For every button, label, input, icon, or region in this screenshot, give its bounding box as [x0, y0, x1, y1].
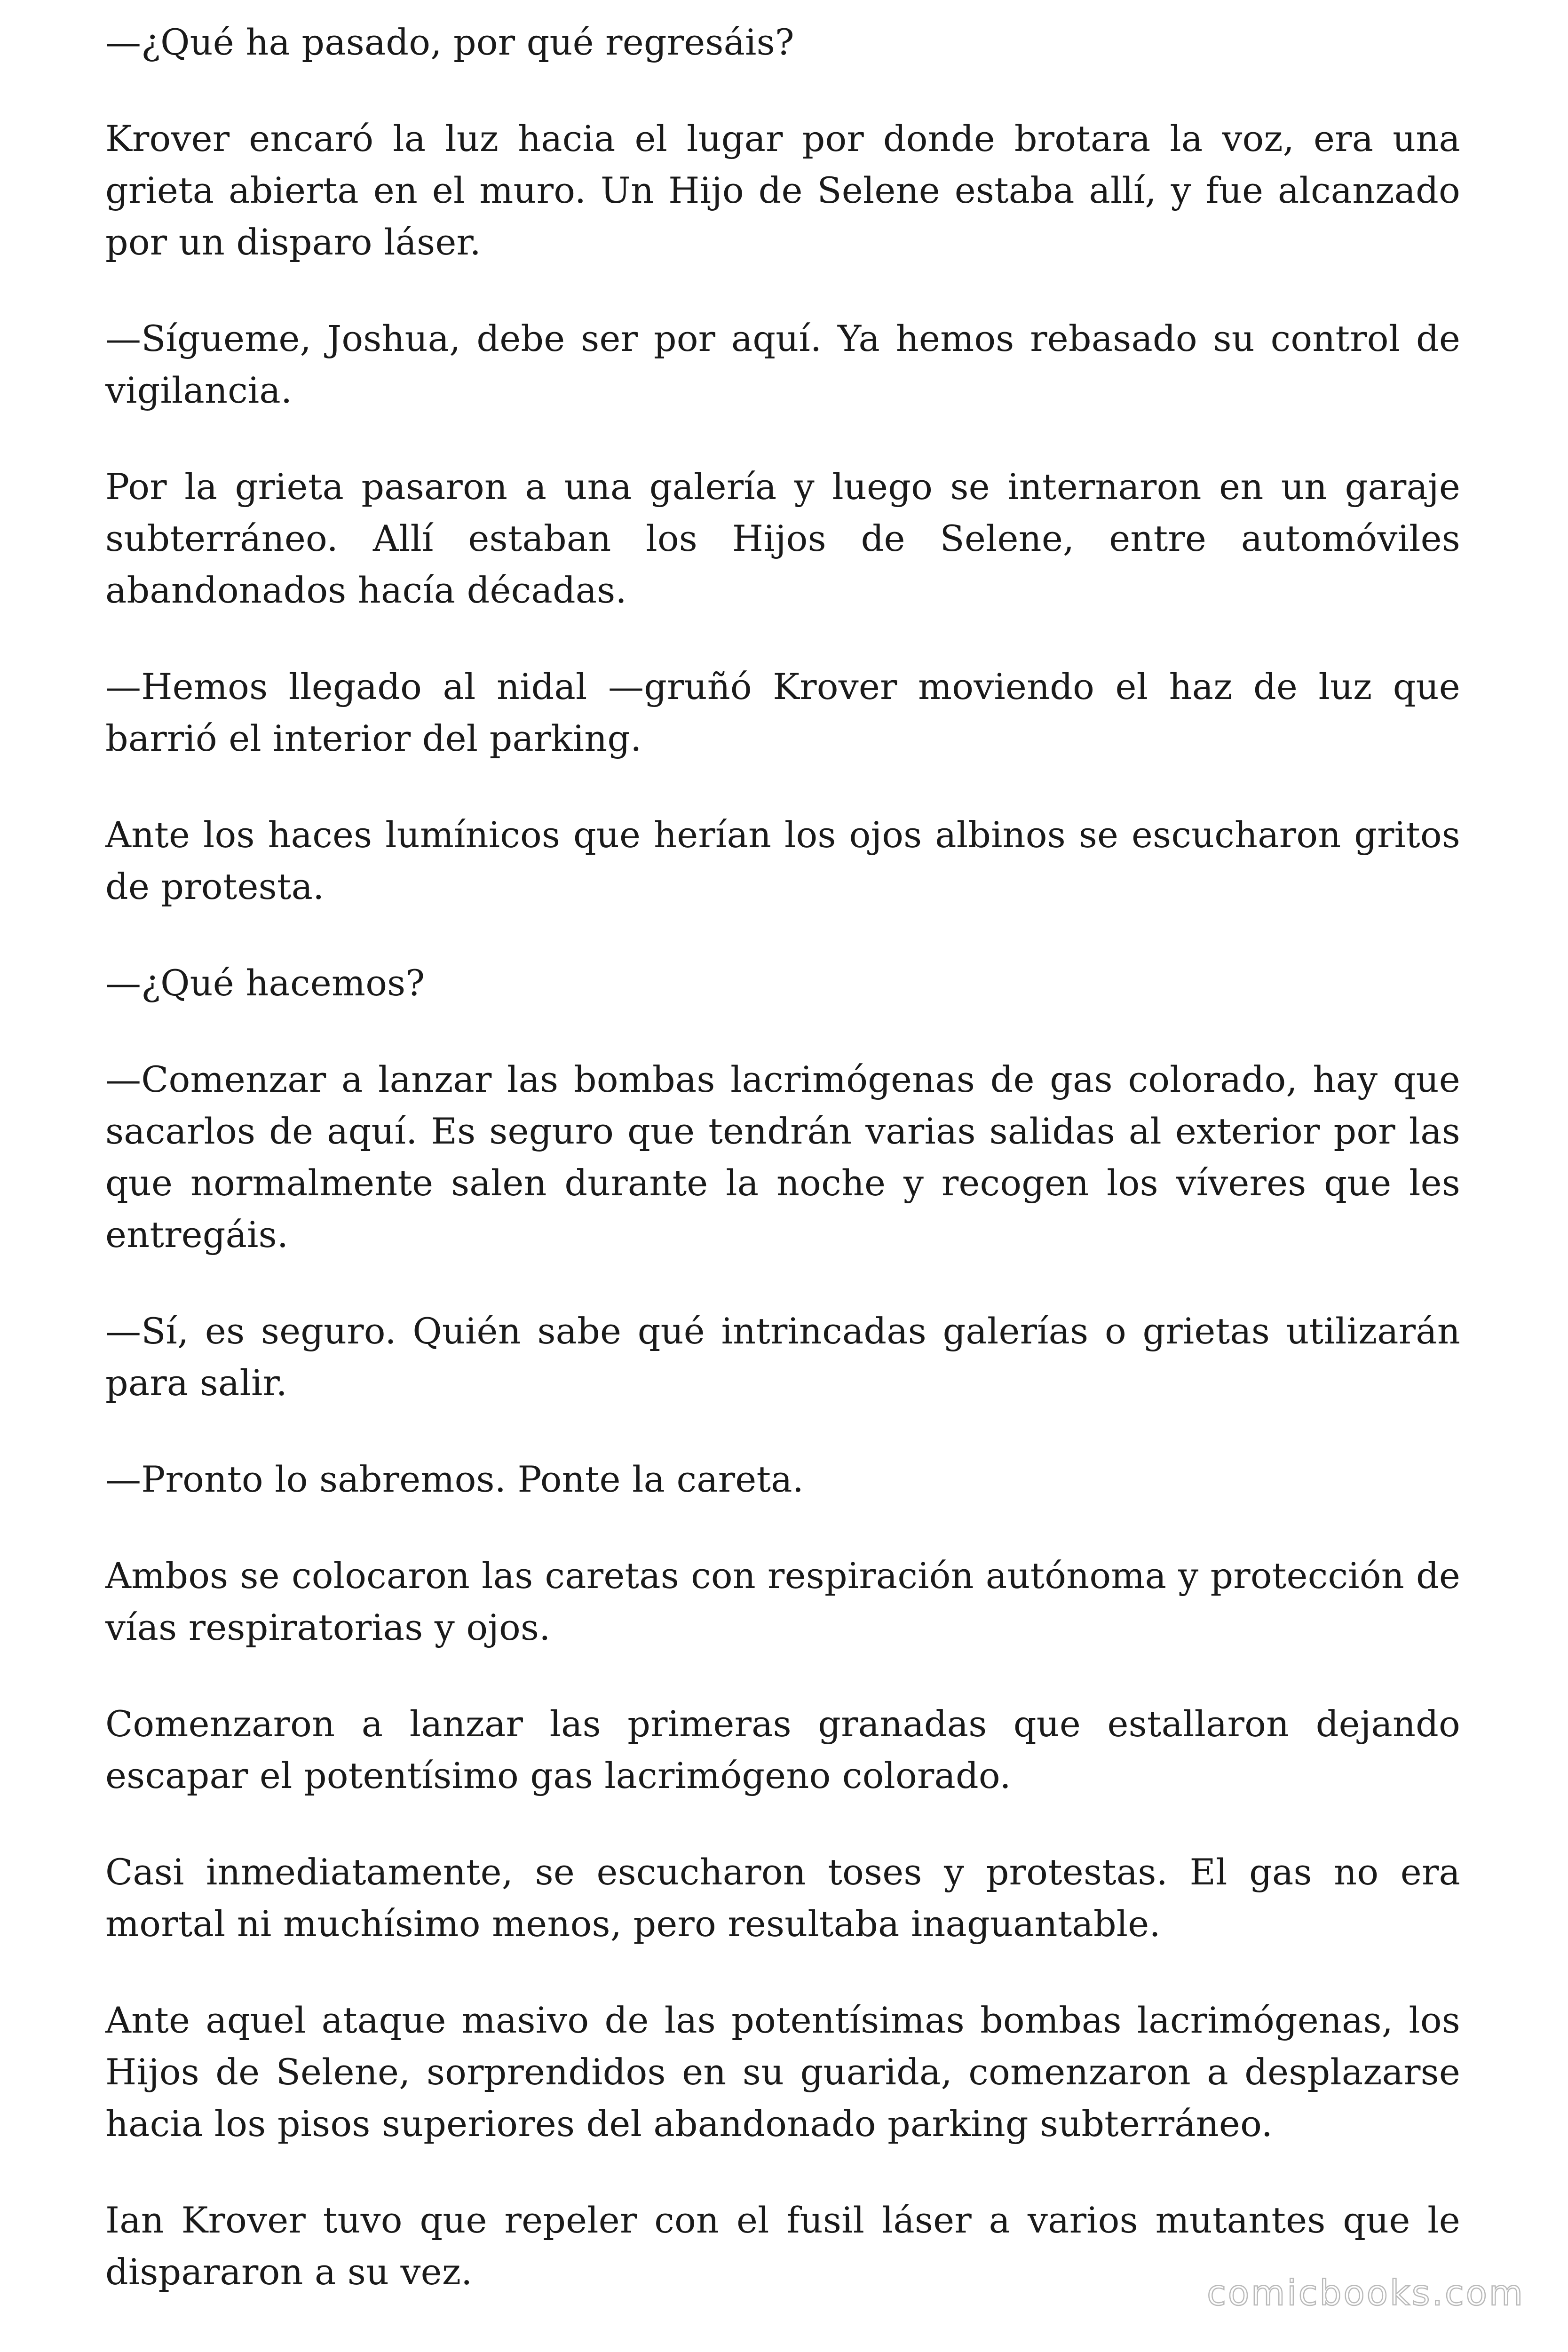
- paragraph: Casi inmediatamente, se escucharon toses y protestas. El gas no era mortal ni muchísimo menos, pero resultaba inaguantable.: [105, 1851, 1460, 1945]
- paragraph: —¿Qué ha pasado, por qué regresáis?: [105, 21, 794, 63]
- paragraph: —Comenzar a lanzar las bombas lacrimógenas de gas colorado, hay que sacarlos de aquí. Es seguro que tendrán varias salidas al exterior por las que normalmente salen durante la noche y recogen los víveres que les entregáis.: [105, 1058, 1460, 1255]
- paragraph: —Sígueme, Joshua, debe ser por aquí. Ya hemos rebasado su control de vigilancia.: [105, 318, 1460, 411]
- paragraph: —Sí, es seguro. Quién sabe qué intrincadas galerías o grietas utilizarán para salir.: [105, 1310, 1460, 1404]
- paragraph: —Pronto lo sabremos. Ponte la careta.: [105, 1458, 804, 1500]
- paragraph: Krover encaró la luz hacia el lugar por donde brotara la voz, era una grieta abierta en el muro. Un Hijo de Selene estaba allí, y fue alcanzado por un disparo láser.: [105, 118, 1460, 263]
- paragraph: Ante aquel ataque masivo de las potentísimas bombas lacrimógenas, los Hijos de Selene, sorprendidos en su guarida, comenzaron a desplazarse hacia los pisos superiores del abandonado parking subterráneo.: [105, 1999, 1460, 2145]
- page-body: [105, 16, 1460, 2298]
- paragraph: —Hemos llegado al nidal —gruñó Krover moviendo el haz de luz que barrió el interior del parking.: [105, 666, 1460, 759]
- paragraph: Ambos se colocaron las caretas con respiración autónoma y protección de vías respiratorias y ojos.: [105, 1555, 1460, 1648]
- paragraph: Ante los haces lumínicos que herían los ojos albinos se escucharon gritos de protesta.: [105, 814, 1460, 907]
- paragraph: Ian Krover tuvo que repeler con el fusil láser a varios mutantes que le dispararon a su vez.: [105, 2199, 1460, 2293]
- paragraph: Comenzaron a lanzar las primeras granadas que estallaron dejando escapar el potentísimo gas lacrimógeno colorado.: [105, 1703, 1460, 1796]
- paragraph: Por la grieta pasaron a una galería y luego se internaron en un garaje subterráneo. Allí estaban los Hijos de Selene, entre automóviles abandonados hacía décadas.: [105, 466, 1460, 611]
- paragraph: —¿Qué hacemos?: [105, 962, 425, 1004]
- watermark: comicbooks.com: [1207, 2273, 1525, 2313]
